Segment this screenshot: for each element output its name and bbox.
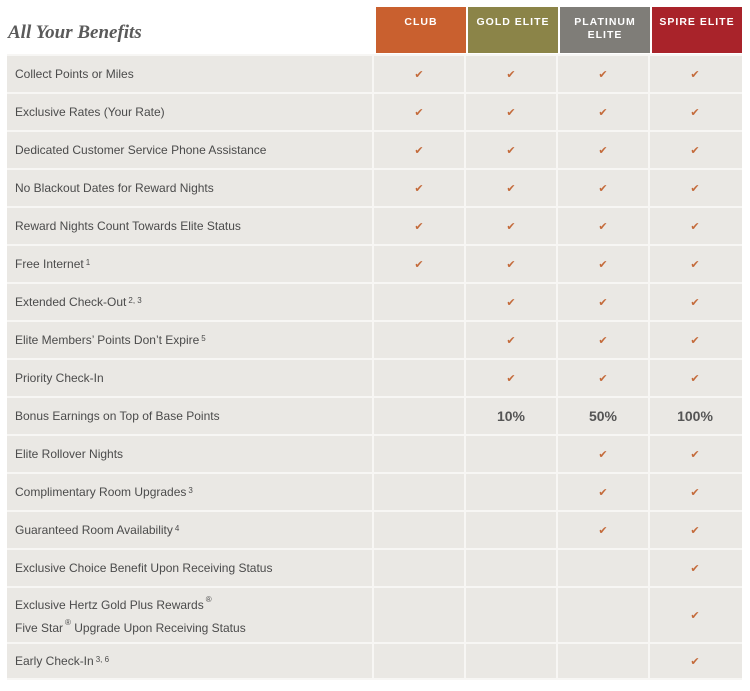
tier-cell-gold: [466, 246, 558, 282]
tier-cell-platinum: [558, 170, 650, 206]
benefit-label: [7, 550, 374, 586]
tier-cell-spire: [650, 56, 740, 92]
tier-cell-platinum: [558, 56, 650, 92]
table-row: [7, 434, 742, 472]
table-row: [7, 92, 742, 130]
check-icon: ✔: [414, 144, 424, 157]
benefit-label: [7, 246, 374, 282]
tier-cell-gold: [466, 588, 558, 642]
tier-header-gold: [468, 7, 558, 53]
tier-cell-gold: [466, 398, 558, 434]
check-icon: ✔: [598, 68, 608, 81]
tier-cell-spire: [650, 588, 740, 642]
benefit-label: [7, 94, 374, 130]
tier-cell-club: [374, 588, 466, 642]
table-row: [7, 168, 742, 206]
tier-cell-platinum: [558, 94, 650, 130]
footnote-ref: 1: [85, 257, 91, 267]
tier-cell-club: [374, 284, 466, 320]
tier-label-platinum-line1: PLATINUM: [574, 16, 636, 28]
tier-label-gold: GOLD ELITE: [476, 16, 550, 28]
check-icon: ✔: [598, 220, 608, 233]
benefit-label-text: No Blackout Dates for Reward Nights: [15, 181, 214, 195]
check-icon: ✔: [690, 182, 700, 195]
tier-cell-club: [374, 360, 466, 396]
check-icon: ✔: [598, 448, 608, 461]
tier-cell-spire: [650, 644, 740, 678]
check-icon: ✔: [690, 562, 700, 575]
check-icon: ✔: [690, 448, 700, 461]
tier-cell-spire: [650, 474, 740, 510]
tier-cell-platinum: [558, 284, 650, 320]
benefit-label: [7, 474, 374, 510]
tier-cell-platinum: [558, 322, 650, 358]
tier-cell-spire: [650, 398, 740, 434]
table-row: [7, 244, 742, 282]
footnote-ref: ®: [205, 595, 212, 604]
benefit-label: [7, 644, 374, 678]
benefit-label: [7, 56, 374, 92]
check-icon: ✔: [690, 144, 700, 157]
benefit-label-text: Complimentary Room Upgrades: [15, 485, 187, 499]
benefit-label: [7, 132, 374, 168]
table-row: [7, 642, 742, 680]
footnote-ref: 2, 3: [128, 295, 142, 305]
tier-cell-spire: [650, 170, 740, 206]
tier-cell-gold: [466, 170, 558, 206]
tier-cell-platinum: [558, 644, 650, 678]
check-icon: ✔: [506, 220, 516, 233]
tier-cell-club: [374, 644, 466, 678]
check-icon: ✔: [414, 68, 424, 81]
tier-cell-club: [374, 474, 466, 510]
tier-cell-platinum: [558, 208, 650, 244]
benefit-label: [7, 588, 374, 642]
tier-cell-platinum: [558, 588, 650, 642]
tier-cell-gold: [466, 94, 558, 130]
bonus-percent: 100%: [677, 408, 713, 424]
benefit-label-line2-rest: Upgrade Upon Receiving Status: [70, 621, 246, 635]
check-icon: ✔: [690, 372, 700, 385]
table-row: [7, 206, 742, 244]
check-icon: ✔: [506, 296, 516, 309]
tier-cell-gold: [466, 132, 558, 168]
check-icon: ✔: [598, 182, 608, 195]
benefit-label: [7, 512, 374, 548]
check-icon: ✔: [598, 524, 608, 537]
footnote-ref: 4: [174, 523, 180, 533]
tier-header-platinum: [560, 7, 650, 53]
bonus-percent: 50%: [588, 408, 618, 424]
check-icon: ✔: [506, 182, 516, 195]
tier-cell-club: [374, 94, 466, 130]
check-icon: ✔: [690, 220, 700, 233]
benefit-label-text: Collect Points or Miles: [15, 67, 134, 81]
check-icon: ✔: [506, 334, 516, 347]
check-icon: ✔: [690, 296, 700, 309]
check-icon: ✔: [690, 106, 700, 119]
check-icon: ✔: [598, 486, 608, 499]
tier-cell-spire: [650, 284, 740, 320]
tier-cell-club: [374, 512, 466, 548]
tier-cell-spire: [650, 512, 740, 548]
tier-cell-spire: [650, 132, 740, 168]
check-icon: ✔: [414, 182, 424, 195]
table-row: [7, 510, 742, 548]
tier-cell-platinum: [558, 360, 650, 396]
benefit-label-line2: Five Star: [15, 621, 64, 635]
benefit-label-text: Elite Members’ Points Don’t Expire: [15, 333, 200, 347]
page-title: All Your Benefits: [8, 22, 142, 43]
tier-header-spire: [652, 7, 742, 53]
check-icon: ✔: [598, 296, 608, 309]
benefits-table: [7, 54, 742, 680]
tier-cell-gold: [466, 284, 558, 320]
tier-cell-spire: [650, 94, 740, 130]
check-icon: ✔: [506, 144, 516, 157]
tier-cell-platinum: [558, 436, 650, 472]
check-icon: ✔: [690, 524, 700, 537]
footnote-ref: 5: [201, 333, 206, 343]
benefit-label-text: Dedicated Customer Service Phone Assistance: [15, 143, 267, 157]
check-icon: ✔: [506, 258, 516, 271]
benefit-label-text: Elite Rollover Nights: [15, 447, 124, 461]
benefit-label-text: Early Check-In: [15, 654, 94, 668]
check-icon: ✔: [414, 258, 424, 271]
tier-cell-club: [374, 436, 466, 472]
benefit-label: [7, 398, 374, 434]
footnote-ref: 3, 6: [95, 654, 110, 664]
tier-cell-club: [374, 322, 466, 358]
benefit-label-text: Bonus Earnings on Top of Base Points: [15, 409, 220, 423]
tier-cell-gold: [466, 550, 558, 586]
check-icon: ✔: [690, 258, 700, 271]
tier-cell-spire: [650, 550, 740, 586]
tier-cell-platinum: [558, 474, 650, 510]
check-icon: ✔: [690, 609, 700, 622]
table-row: [7, 54, 742, 92]
tier-cell-club: [374, 170, 466, 206]
tier-label-club: CLUB: [404, 16, 438, 28]
check-icon: ✔: [598, 334, 608, 347]
tier-cell-gold: [466, 208, 558, 244]
check-icon: ✔: [598, 258, 608, 271]
table-row: [7, 282, 742, 320]
table-row: [7, 320, 742, 358]
tier-cell-club: [374, 550, 466, 586]
tier-cell-spire: [650, 436, 740, 472]
check-icon: ✔: [690, 486, 700, 499]
check-icon: ✔: [690, 334, 700, 347]
tier-cell-gold: [466, 474, 558, 510]
benefit-label-text: Exclusive Rates (Your Rate): [15, 105, 165, 119]
tier-cell-gold: [466, 644, 558, 678]
bonus-percent: 10%: [496, 408, 526, 424]
table-row: [7, 358, 742, 396]
benefit-label: [7, 170, 374, 206]
tier-cell-club: [374, 208, 466, 244]
tier-label-platinum-line2: ELITE: [587, 29, 623, 41]
check-icon: ✔: [690, 655, 700, 668]
benefit-label: [7, 284, 374, 320]
tier-cell-gold: [466, 512, 558, 548]
tier-cell-gold: [466, 56, 558, 92]
benefit-label: [7, 322, 374, 358]
footnote-ref: ®: [65, 618, 71, 627]
tier-cell-spire: [650, 208, 740, 244]
tier-label-spire: SPIRE ELITE: [659, 16, 735, 28]
benefit-label-line1: Exclusive Hertz Gold Plus Rewards: [15, 598, 204, 612]
tier-cell-spire: [650, 322, 740, 358]
tier-cell-platinum: [558, 132, 650, 168]
tier-cell-spire: [650, 360, 740, 396]
benefit-label: [7, 436, 374, 472]
benefit-label-text: Priority Check-In: [15, 371, 104, 385]
check-icon: ✔: [414, 220, 424, 233]
check-icon: ✔: [690, 68, 700, 81]
tier-cell-gold: [466, 360, 558, 396]
table-row: [7, 548, 742, 586]
footnote-ref: 3: [188, 485, 193, 495]
table-row: [7, 396, 742, 434]
benefit-label-text: Exclusive Choice Benefit Upon Receiving Status: [15, 561, 273, 575]
benefit-label: [7, 360, 374, 396]
tier-cell-club: [374, 246, 466, 282]
benefit-label-text: Extended Check-Out: [15, 295, 127, 309]
check-icon: ✔: [598, 144, 608, 157]
tier-cell-spire: [650, 246, 740, 282]
benefit-label-text: Free Internet: [15, 257, 84, 271]
tier-cell-gold: [466, 436, 558, 472]
tier-cell-club: [374, 132, 466, 168]
tier-cell-gold: [466, 322, 558, 358]
tier-cell-platinum: [558, 246, 650, 282]
check-icon: ✔: [506, 372, 516, 385]
benefit-label: [7, 208, 374, 244]
table-row: [7, 130, 742, 168]
check-icon: ✔: [506, 68, 516, 81]
tier-header-club: [376, 7, 466, 53]
benefit-label-text: Reward Nights Count Towards Elite Status: [15, 219, 241, 233]
tier-cell-platinum: [558, 398, 650, 434]
tier-cell-club: [374, 398, 466, 434]
check-icon: ✔: [506, 106, 516, 119]
benefit-label-text: Guaranteed Room Availability: [15, 523, 173, 537]
check-icon: ✔: [414, 106, 424, 119]
table-row: [7, 472, 742, 510]
tier-cell-club: [374, 56, 466, 92]
tier-cell-platinum: [558, 512, 650, 548]
check-icon: ✔: [598, 106, 608, 119]
table-row: [7, 586, 742, 642]
tier-cell-platinum: [558, 550, 650, 586]
check-icon: ✔: [598, 372, 608, 385]
